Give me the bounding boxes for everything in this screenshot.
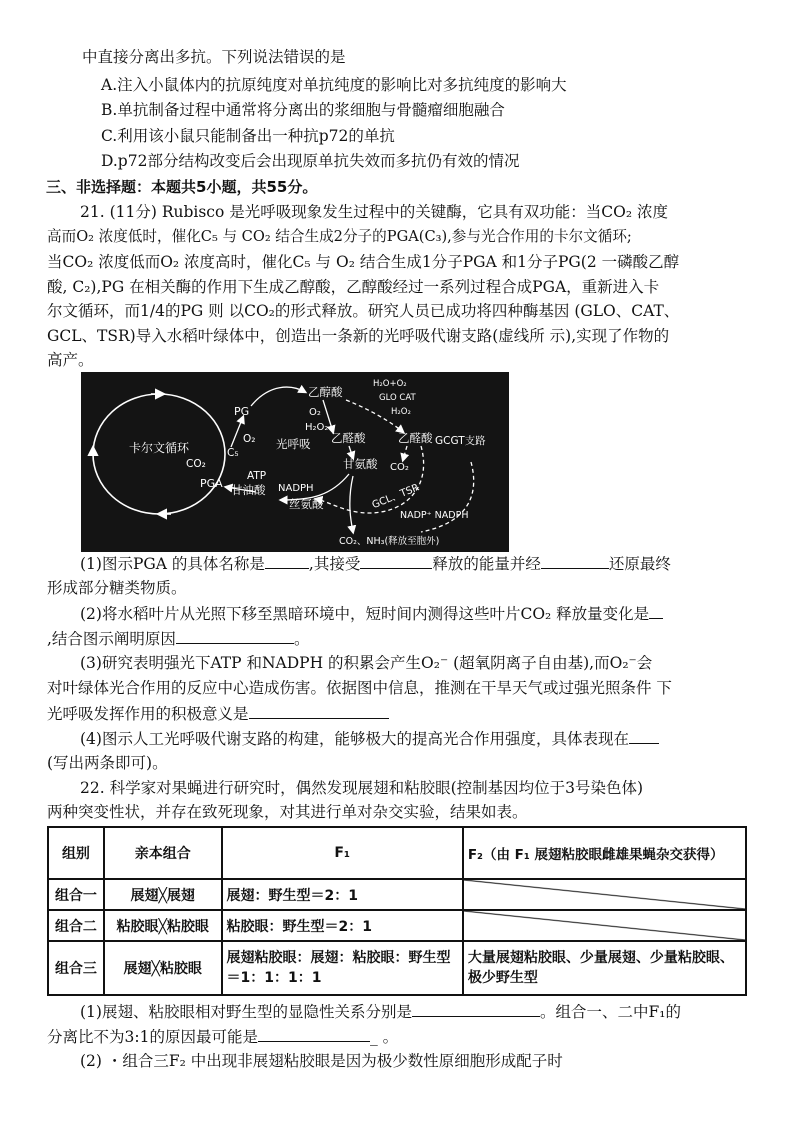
blank-co2-change[interactable] (649, 602, 663, 619)
q21-sub2-line1 (80, 602, 663, 625)
q20-option-a: A.注入小鼠体内的抗原纯度对单抗纯度的影响比对多抗纯度的影响大 (101, 76, 567, 94)
pg-label: PG (234, 405, 250, 418)
nadph-left-label: NADPH (278, 483, 314, 494)
q21-sub2-text-b: ,结合图示阐明原因 (47, 630, 176, 648)
blank-significance[interactable] (249, 702, 389, 719)
q21-sub1-text-b: ,其接受 (308, 555, 361, 573)
cell-group-3: 组合三 (48, 941, 104, 995)
q22-line-1: 22. 科学家对果蝇进行研究时，偶然发现展翅和粘胶眼(控制基因均位于3号染色体) (80, 779, 644, 797)
q20-tail: 中直接分离出多抗。下列说法错误的是 (82, 48, 346, 66)
q21-sub1-line1 (80, 552, 671, 575)
nadp-nadph-label: NADP⁺ NADPH (400, 510, 469, 521)
q21-line-7: 高产。 (47, 351, 94, 369)
q21-sub3-line2: 对叶绿体光合作用的反应中心造成伤害。依据图中信息，推测在干旱天气或过强光照条件 下 (47, 679, 672, 697)
q21-sub2-line2 (47, 627, 309, 650)
q21-sub1-line2: 形成部分糖类物质。 (47, 579, 187, 597)
release-label: CO₂、NH₃(释放至胞外) (339, 536, 440, 547)
q21-line-5: 尔文循环，而1/4的PG 则 以CO₂的形式释放。研究人员已成功将四种酶基因 (GLO、CAT、 (47, 302, 680, 320)
blank-energy-source[interactable] (360, 552, 432, 569)
c5-label: C₅ (227, 447, 239, 459)
section-title: 三、非选择题：本题共5小题，共55分。 (46, 178, 318, 196)
gcgt-branch-label: GCGT支路 (435, 435, 486, 447)
atp-label: ATP (247, 470, 267, 482)
table-row (48, 910, 746, 941)
cell-f1-3: 展翅粘胶眼：展翅：粘胶眼：野生型＝1：1：1：1 (222, 941, 463, 995)
q21-sub2-text-a: (2)将水稻叶片从光照下移至黑暗环境中，短时间内测得这些叶片CO₂ 释放量变化是 (80, 605, 650, 623)
q21-line-1: 21. (11分) Rubisco 是光呼吸现象发生过程中的关键酶，它具有双功能：当CO₂ 浓度 (80, 203, 668, 221)
q20-option-c: C.利用该小鼠只能制备出一种抗p72的单抗 (101, 127, 395, 145)
cell-parents-1: 展翅╳展翅 (104, 879, 222, 910)
header-f2: F₂（由 F₁ 展翅粘胶眼雌雄果蝇杂交获得） (463, 827, 746, 879)
q21-sub2-text-c: 。 (293, 630, 310, 648)
q21-sub1-text-d: 还原最终 (608, 555, 671, 573)
blank-effects[interactable] (629, 727, 659, 744)
q21-sub4-text-a: (4)图示人工光呼吸代谢支路的构建，能够极大的提高光合作用强度，具体表现在 (80, 730, 629, 748)
table-header-row (48, 827, 746, 879)
header-parents: 亲本组合 (104, 827, 222, 879)
cell-f1-2: 粘胶眼：野生型＝2：1 (222, 910, 463, 941)
header-f1: F₁ (222, 827, 463, 879)
serine-label: 丝氨酸 (289, 497, 324, 511)
gcl-tsr-label: GCL、TSR (370, 482, 421, 512)
co2-left-label: CO₂ (186, 458, 206, 470)
q22-sub2-line1: (2) ・组合三F₂ 中出现非展翅粘胶眼是因为极少数性原细胞形成配子时 (80, 1052, 563, 1070)
q21-line-3: 当CO₂ 浓度低而O₂ 浓度高时，催化C₅ 与 O₂ 结合生成1分子PGA 和1分子PG(2 一磷酸乙醇 (47, 253, 680, 271)
q22-sub1-text-c: 分离比不为3:1的原因最可能是 (47, 1028, 258, 1046)
q21-sub3-line3 (47, 702, 389, 725)
photorespiration-label: 光呼吸 (276, 437, 311, 451)
glycine-label: 甘氨酸 (343, 457, 378, 471)
cell-f2-1 (463, 879, 746, 910)
blank-reason[interactable] (176, 627, 294, 644)
q21-sub3-text-c: 光呼吸发挥作用的积极意义是 (47, 705, 249, 723)
cell-parents-3: 展翅╳粘胶眼 (104, 941, 222, 995)
cell-f2-2 (463, 910, 746, 941)
table-row (48, 879, 746, 910)
q22-sub1-text-d: _ 。 (369, 1028, 399, 1046)
cross-results-table (47, 826, 747, 996)
q21-sub4-line1 (80, 727, 659, 750)
h2o-o2-label: H₂O+O₂ (373, 379, 407, 389)
q21-sub1-text-c: 释放的能量并经 (432, 555, 541, 573)
q22-sub1-text-b: 。组合一、二中F₁的 (539, 1003, 681, 1021)
header-group: 组别 (48, 827, 104, 879)
photorespiration-diagram (81, 372, 509, 552)
q22-sub1-line2 (47, 1025, 398, 1048)
co2-right-label: CO₂ (390, 462, 409, 473)
cell-group-2: 组合二 (48, 910, 104, 941)
q21-line-4: 酸, C₂),PG 在相关酶的作用下生成乙醇酸，乙醇酸经过一系列过程合成PGA，重新进入卡 (47, 278, 660, 296)
q21-sub4-line2: (写出两条即可)。 (47, 754, 168, 772)
glycerate-label: 甘油酸 (231, 483, 266, 497)
h2o2-right-label: H₂O₂ (391, 407, 411, 417)
cell-f1-1: 展翅：野生型＝2：1 (222, 879, 463, 910)
glyoxylate-label-2: 乙醛酸 (398, 431, 433, 445)
cell-f2-3: 大量展翅粘胶眼、少量展翅、少量粘胶眼、极少野生型 (463, 941, 746, 995)
q22-sub1-text-a: (1)展翅、粘胶眼相对野生型的显隐性关系分别是 (80, 1003, 412, 1021)
calvin-cycle-label: 卡尔文循环 (129, 441, 190, 455)
q20-option-d: D.p72部分结构改变后会出现原单抗失效而多抗仍有效的情况 (101, 152, 520, 170)
q21-line-2: 高而O₂ 浓度低时，催化C₅ 与 CO₂ 结合生成2分子的PGA(C₃),参与光合作用的卡尔文循环; (47, 228, 632, 245)
q20-option-b: B.单抗制备过程中通常将分离出的浆细胞与骨髓瘤细胞融合 (101, 101, 505, 119)
table-row (48, 941, 746, 995)
blank-dominance[interactable] (412, 1000, 540, 1017)
cell-parents-2: 粘胶眼╳粘胶眼 (104, 910, 222, 941)
h2o2-label: H₂O₂ (305, 422, 329, 433)
blank-reducer[interactable] (541, 552, 609, 569)
glo-cat-label: GLO CAT (379, 393, 416, 403)
pga-label: PGA (200, 477, 223, 490)
cell-group-1: 组合一 (48, 879, 104, 910)
glyoxylate-label-1: 乙醛酸 (331, 431, 366, 445)
o2-pg-label: O₂ (243, 433, 256, 445)
q22-line-2: 两种突变性状，并存在致死现象，对其进行单对杂交实验，结果如表。 (47, 803, 528, 821)
glycolate-label: 乙醇酸 (308, 385, 343, 399)
q22-sub1-line1 (80, 1000, 681, 1023)
q21-line-6: GCL、TSR)导入水稻叶绿体中，创造出一条新的光呼吸代谢支路(虚线所 示),实现了作物的 (47, 327, 670, 345)
q21-sub3-line1: (3)研究表明强光下ATP 和NADPH 的积累会产生O₂⁻ (超氧阴离子自由基),而O₂⁻会 (80, 654, 653, 672)
blank-ratio-reason[interactable] (258, 1025, 370, 1042)
o2-mid-label: O₂ (309, 407, 321, 418)
q21-sub1-text-a: (1)图示PGA 的具体名称是 (80, 555, 265, 573)
blank-pga-name[interactable] (265, 552, 309, 569)
